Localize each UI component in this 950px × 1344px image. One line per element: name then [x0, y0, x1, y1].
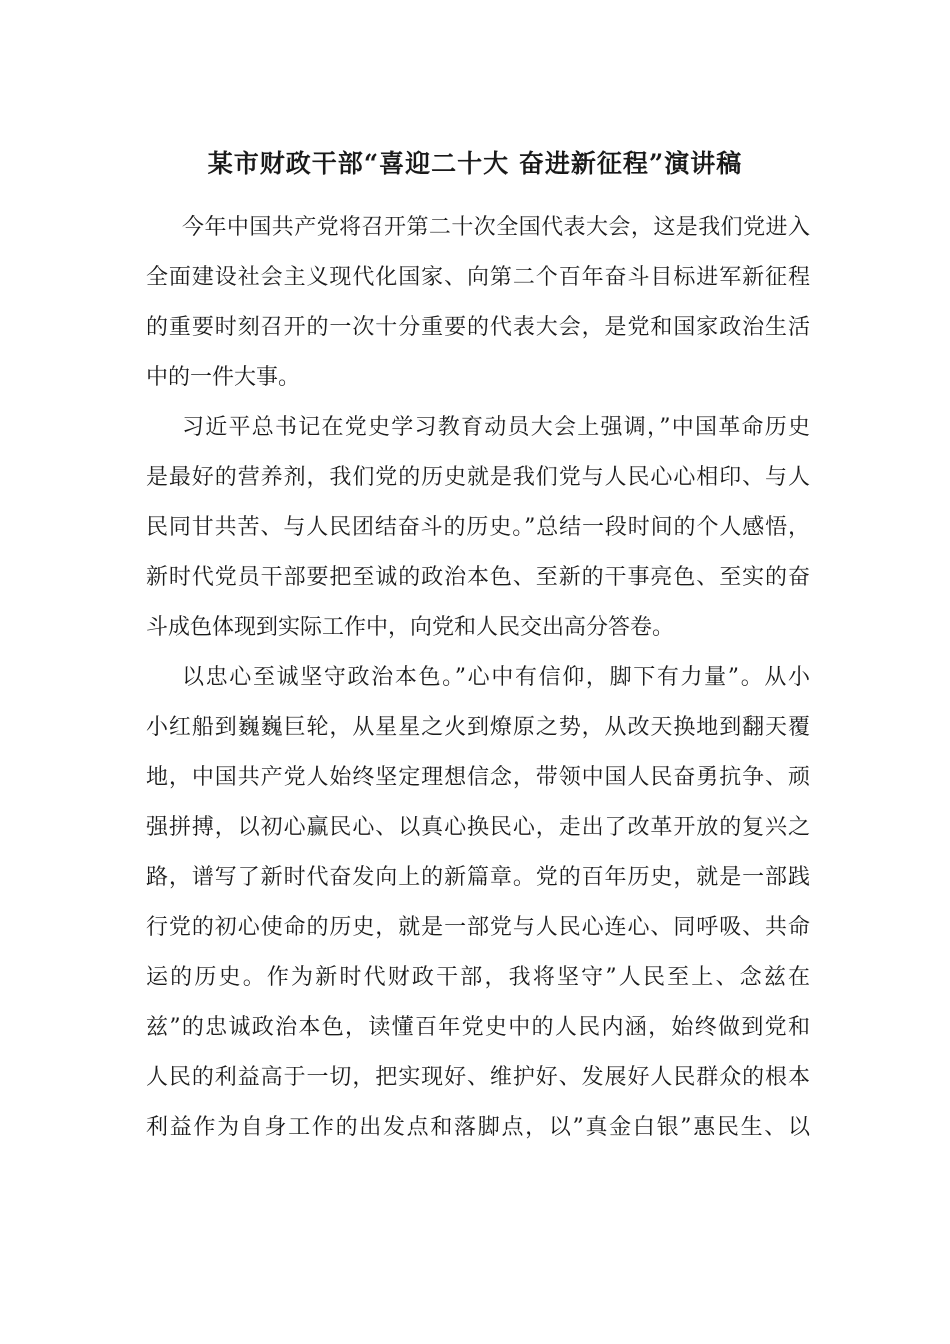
- text-line: 行党的初心使命的历史，就是一部党与人民心连心、同呼吸、共命: [146, 915, 810, 940]
- paragraph-1: [146, 208, 810, 408]
- text-line: 是最好的营养剂，我们党的历史就是我们党与人民心心相印、与人: [146, 465, 810, 490]
- page-title: 某市财政干部“喜迎二十大 奋进新征程”演讲稿: [207, 149, 743, 178]
- text-line: 地，中国共产党人始终坚定理想信念，带领中国人民奋勇抗争、顽: [146, 765, 810, 790]
- text-line: 以忠心至诚坚守政治本色。”心中有信仰，脚下有力量”。从小: [182, 665, 810, 690]
- text-line: 中的一件大事。: [146, 365, 301, 390]
- document-body: [146, 208, 810, 1158]
- text-line: 全面建设社会主义现代化国家、向第二个百年奋斗目标进军新征程: [146, 265, 810, 290]
- text-line: 运的历史。作为新时代财政干部，我将坚守”人民至上、念兹在: [146, 965, 810, 990]
- text-line: 的重要时刻召开的一次十分重要的代表大会，是党和国家政治生活: [146, 315, 810, 340]
- text-line: 路，谱写了新时代奋发向上的新篇章。党的百年历史，就是一部践: [146, 865, 810, 890]
- text-line: 民同甘共苦、与人民团结奋斗的历史。”总结一段时间的个人感悟，: [146, 515, 810, 540]
- text-line: 斗成色体现到实际工作中，向党和人民交出高分答卷。: [146, 615, 675, 640]
- paragraph-2: [146, 408, 810, 658]
- text-line: 今年中国共产党将召开第二十次全国代表大会，这是我们党进入: [182, 215, 810, 240]
- text-line: 兹”的忠诚政治本色，读懂百年党史中的人民内涵，始终做到党和: [146, 1015, 810, 1040]
- text-line: 小红船到巍巍巨轮，从星星之火到燎原之势，从改天换地到翻天覆: [146, 715, 810, 740]
- paragraph-3: [146, 658, 810, 1158]
- text-line: 新时代党员干部要把至诚的政治本色、至新的干事亮色、至实的奋: [146, 565, 810, 590]
- text-line: 人民的利益高于一切，把实现好、维护好、发展好人民群众的根本: [146, 1065, 810, 1090]
- text-line: 强拼搏，以初心赢民心、以真心换民心，走出了改革开放的复兴之: [146, 815, 810, 840]
- text-line: 习近平总书记在党史学习教育动员大会上强调，”中国革命历史: [182, 415, 810, 440]
- text-line: 利益作为自身工作的出发点和落脚点，以”真金白银”惠民生、以: [146, 1115, 810, 1140]
